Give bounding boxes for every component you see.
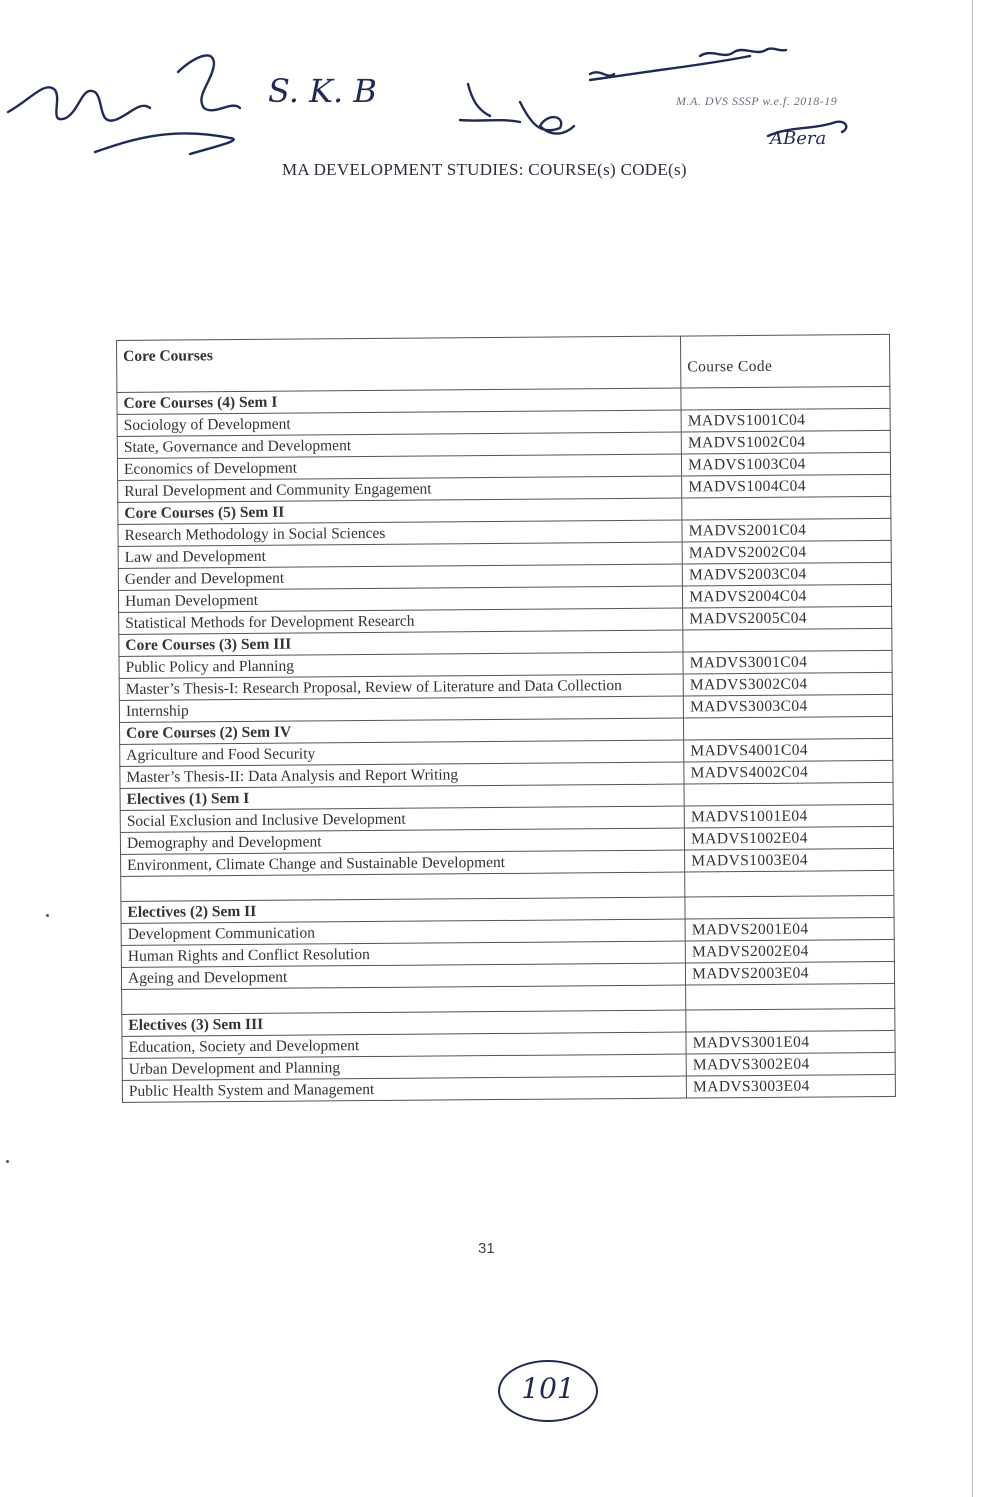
page-title: MA DEVELOPMENT STUDIES: COURSE(s) CODE(s) xyxy=(282,160,687,179)
course-name: Sociology of Development xyxy=(117,410,681,436)
section-heading: Electives (1) Sem I xyxy=(120,784,684,810)
section-heading: Core Courses (3) Sem III xyxy=(119,630,683,656)
course-code: MADVS1002E04 xyxy=(684,826,893,850)
page-stamp xyxy=(498,1360,598,1422)
course-name: Statistical Methods for Development Research xyxy=(119,608,683,634)
course-name: Agriculture and Food Security xyxy=(120,740,684,766)
course-code: MADVS1001C04 xyxy=(681,408,890,432)
stamp-number: 101 xyxy=(521,1372,575,1405)
course-code: MADVS1003C04 xyxy=(682,452,891,476)
course-name: Master’s Thesis-II: Data Analysis and Report Writing xyxy=(120,762,684,788)
course-code xyxy=(686,1008,895,1032)
course-code: MADVS1004C04 xyxy=(682,474,891,498)
column-header-code: Course Code xyxy=(681,334,890,388)
course-name: Human Development xyxy=(118,586,682,612)
course-code: MADVS1001E04 xyxy=(684,804,893,828)
section-heading: Electives (2) Sem II xyxy=(121,897,685,923)
column-header-course: Core Courses xyxy=(117,336,682,392)
course-code: MADVS2001E04 xyxy=(685,917,894,941)
course-name: Environment, Climate Change and Sustainable Development xyxy=(121,850,685,876)
table-row xyxy=(122,1074,895,1102)
signature-3 xyxy=(460,84,520,122)
course-name: Urban Development and Planning xyxy=(122,1054,686,1080)
course-name: Law and Development xyxy=(118,542,682,568)
reference-code: M.A. DVS SSSP w.e.f. 2018-19 xyxy=(676,94,838,108)
course-code xyxy=(685,870,894,897)
course-name: Development Communication xyxy=(121,919,685,945)
course-code: MADVS2002E04 xyxy=(685,939,894,963)
course-name: Master’s Thesis-I: Research Proposal, Review of Literature and Data Collection xyxy=(119,674,683,700)
course-code: MADVS3001E04 xyxy=(686,1030,895,1054)
course-code: MADVS3001C04 xyxy=(683,650,892,674)
course-code xyxy=(683,628,892,652)
course-code: MADVS4002C04 xyxy=(684,760,893,784)
signature-2 xyxy=(178,55,240,110)
course-code: MADVS1002C04 xyxy=(681,430,890,454)
course-code: MADVS2001C04 xyxy=(682,518,891,542)
scan-edge-line xyxy=(972,0,973,1497)
course-code xyxy=(684,716,893,740)
course-code: MADVS1003E04 xyxy=(685,848,894,872)
section-heading: Core Courses (4) Sem I xyxy=(117,388,681,414)
course-code: MADVS3003E04 xyxy=(686,1074,895,1098)
course-code xyxy=(684,782,893,806)
signature-5 xyxy=(590,56,750,80)
course-code: MADVS2003C04 xyxy=(682,562,891,586)
course-name: Social Exclusion and Inclusive Development xyxy=(120,806,684,832)
signature-1-underline xyxy=(95,133,234,154)
signature-6 xyxy=(700,49,786,56)
section-heading: Core Courses (2) Sem IV xyxy=(120,718,684,744)
section-heading: Core Courses (5) Sem II xyxy=(118,498,682,524)
table-header-row xyxy=(117,334,890,392)
course-code xyxy=(682,496,891,520)
signature-4 xyxy=(520,102,574,134)
course-code xyxy=(681,386,890,410)
course-code-table xyxy=(116,334,896,1103)
course-name: Economics of Development xyxy=(117,454,681,480)
course-code: MADVS3002C04 xyxy=(683,672,892,696)
margin-mark xyxy=(46,914,49,917)
course-code: MADVS2003E04 xyxy=(686,961,895,985)
signature-text-name: ABera xyxy=(770,128,827,149)
course-code: MADVS2004C04 xyxy=(683,584,892,608)
course-code: MADVS2005C04 xyxy=(683,606,892,630)
course-name: Gender and Development xyxy=(118,564,682,590)
course-code xyxy=(686,983,895,1010)
course-name: State, Governance and Development xyxy=(117,432,681,458)
margin-mark xyxy=(6,1160,9,1163)
course-name: Rural Development and Community Engagement xyxy=(118,476,682,502)
signature-1 xyxy=(8,87,150,120)
course-code: MADVS3002E04 xyxy=(686,1052,895,1076)
course-name: Demography and Development xyxy=(120,828,684,854)
course-name: Education, Society and Development xyxy=(122,1032,686,1058)
course-code: MADVS4001C04 xyxy=(684,738,893,762)
section-heading: Electives (3) Sem III xyxy=(122,1010,686,1036)
course-name: Public Health System and Management xyxy=(122,1076,686,1102)
course-code: MADVS2002C04 xyxy=(682,540,891,564)
course-code xyxy=(685,895,894,919)
course-name: Internship xyxy=(119,696,683,722)
course-name: Public Policy and Planning xyxy=(119,652,683,678)
course-code: MADVS3003C04 xyxy=(683,694,892,718)
page-number: 31 xyxy=(478,1240,495,1257)
course-name: Ageing and Development xyxy=(121,963,685,989)
course-name: Human Rights and Conflict Resolution xyxy=(121,941,685,967)
course-name: Research Methodology in Social Sciences xyxy=(118,520,682,546)
signature-text-initials: S. K. B xyxy=(268,72,377,110)
